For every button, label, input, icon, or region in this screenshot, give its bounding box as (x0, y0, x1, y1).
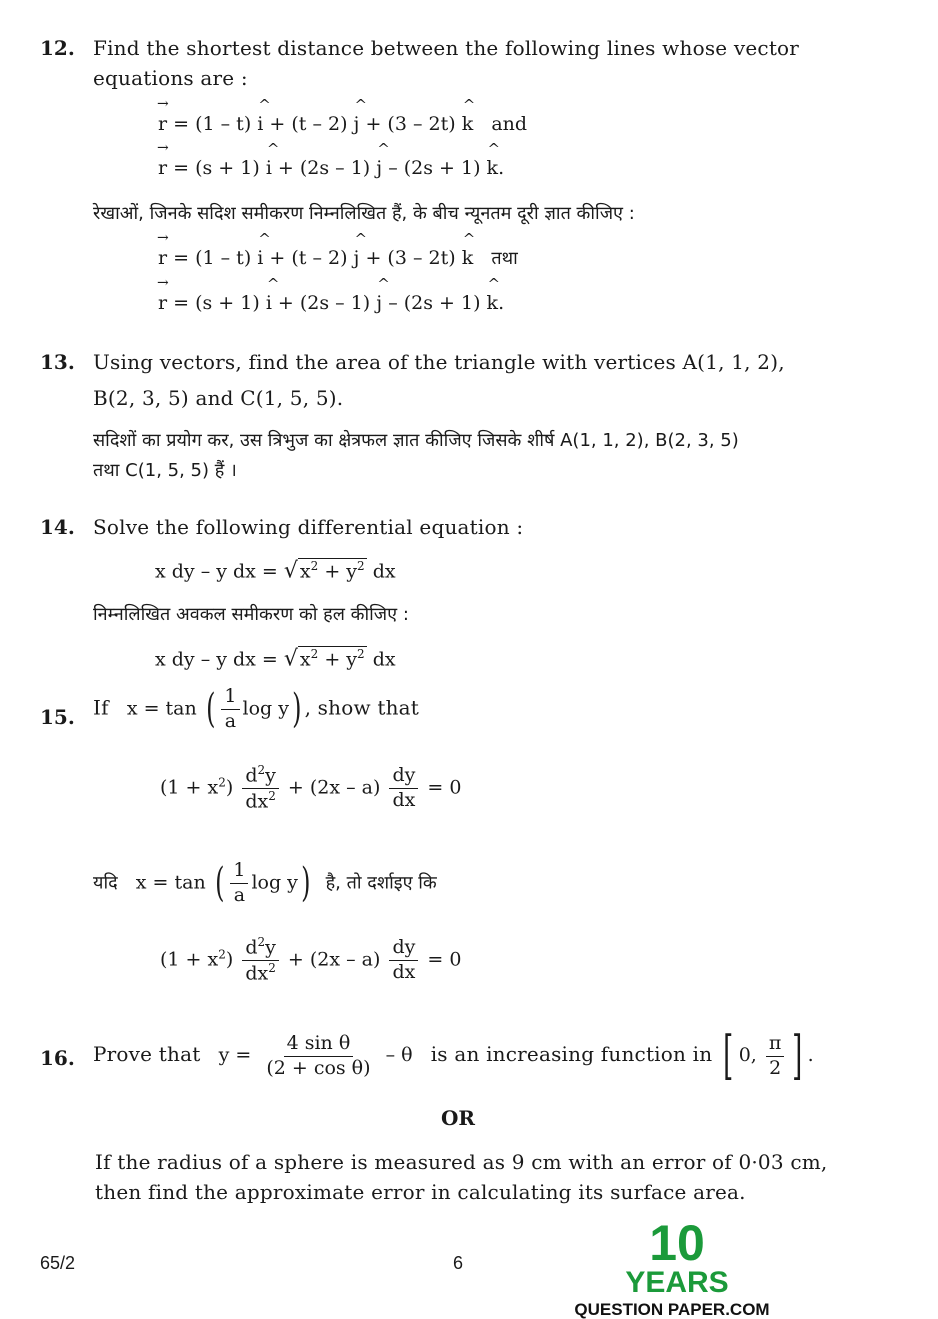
question-number: 16. (40, 1046, 75, 1070)
paper-code: 65/2 (40, 1253, 76, 1273)
question-text: Solve the following differential equation : (93, 515, 524, 539)
question-text: equations are : (93, 66, 248, 90)
question-condition: If x = tan ( $\frac{1}{a}$ log y) , show that (93, 685, 420, 733)
vector-r: → r (158, 113, 167, 135)
differential-equation-hindi: x dy – y dx = √ $x^2 + y^2$ dx (155, 646, 396, 672)
question-text: B(2, 3, 5) and C(1, 5, 5). (93, 386, 344, 410)
square-root: $x^2 + y^2$ (299, 559, 365, 583)
question-alt-text: If the radius of a sphere is measured as 9 cm with an error of 0·03 cm, (95, 1150, 828, 1174)
site-logo (572, 1215, 772, 1319)
logo-site: QUESTION PAPER.COM (574, 1300, 770, 1319)
hindi-text: तथा C(1, 5, 5) हैं । (93, 460, 237, 481)
hindi-text: रेखाओं, जिनके सदिश समीकरण निम्नलिखित हैं, के बीच न्यूनतम दूरी ज्ञात कीजिए : (93, 203, 635, 224)
page-number: 6 (453, 1253, 464, 1273)
vector-equation-1: → r = (1 – t) ^ i + (t – 2) ^ j + (3 – 2t) ^ k and (158, 113, 527, 135)
vector-equation-2: → r = (s + 1) ^ i + (2s – 1) ^ j – (2s + 1) ^ k. (158, 157, 504, 179)
question-text: Prove that y = $\frac{\text{4 sin θ}}{\text{(2 + cos θ)}}$ – θ is an increasing function in [ 0, $\frac{\pi}{2}$ ] . (93, 1026, 814, 1086)
question-number: 12. (40, 36, 75, 60)
hindi-text: सदिशों का प्रयोग कर, उस त्रिभुज का क्षेत्रफल ज्ञात कीजिए जिसके शीर्ष A(1, 1, 2), B(2, 3, 5) (93, 430, 739, 451)
differential-equation: x dy – y dx = √ $x^2 + y^2$ dx (155, 558, 396, 584)
vector-equation-2-hindi: → r = (s + 1) ^ i + (2s – 1) ^ j – (2s + 1) ^ k. (158, 292, 504, 314)
question-number: 15. (40, 705, 75, 729)
question-text: Find the shortest distance between the following lines whose vector (93, 36, 800, 60)
question-number: 13. (40, 350, 75, 374)
question-number: 14. (40, 515, 75, 539)
logo-ten: 10 (649, 1215, 705, 1271)
or-separator: OR (441, 1106, 476, 1130)
equation-to-show: $(1 + x^2)$ $\frac{d^2y}{dx^2}$ + (2x – a) $\frac{dy}{dx}$ = 0 (160, 763, 462, 813)
hindi-text: निम्नलिखित अवकल समीकरण को हल कीजिए : (93, 604, 409, 625)
vector-equation-1-hindi: → r = (1 – t) ^ i + (t – 2) ^ j + (3 – 2t) ^ k तथा (158, 246, 518, 270)
question-text: Using vectors, find the area of the triangle with vertices A(1, 1, 2), (93, 350, 785, 374)
equation-to-show-hindi: $(1 + x^2)$ $\frac{d^2y}{dx^2}$ + (2x – a) $\frac{dy}{dx}$ = 0 (160, 935, 462, 985)
logo-years: YEARS (625, 1266, 729, 1299)
question-alt-text: then find the approximate error in calculating its surface area. (95, 1180, 746, 1204)
question-condition-hindi: यदि x = tan ( $\frac{1}{a}$ log y) है, तो दर्शाइए कि (93, 859, 437, 907)
